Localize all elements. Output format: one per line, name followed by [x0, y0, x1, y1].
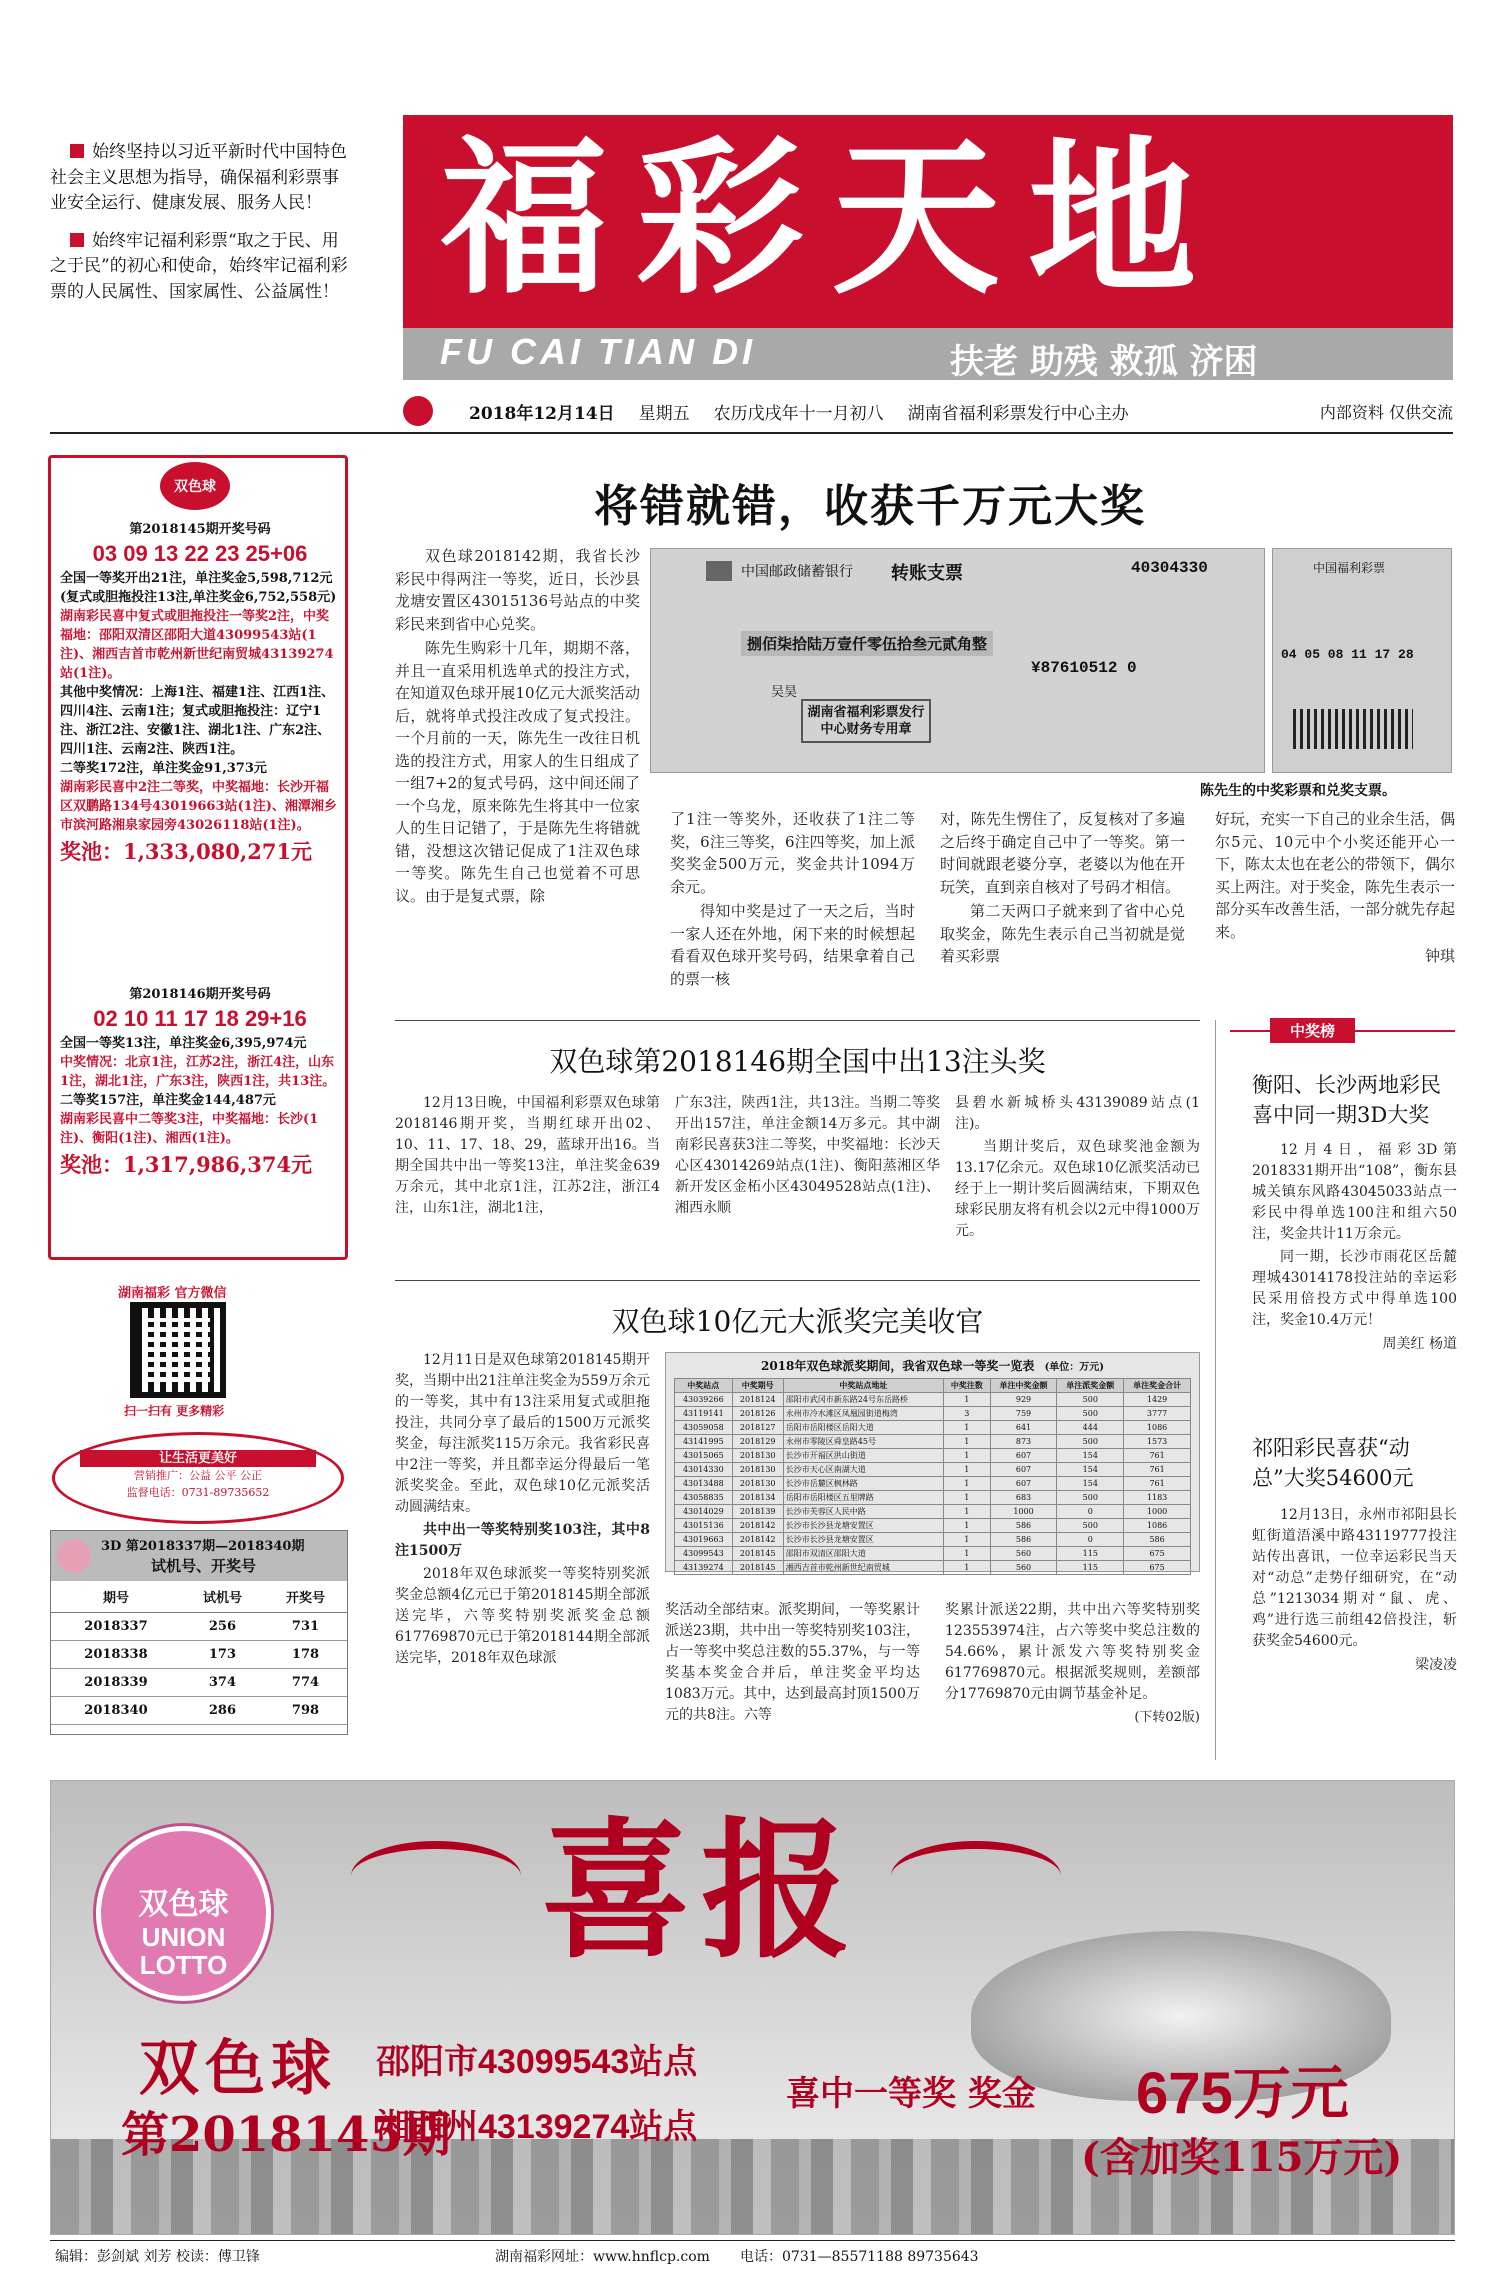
winners-cell: 43014029	[675, 1505, 733, 1519]
right-story-1: 12月4日，福彩3D第2018331期开出“108”，衡东县城关镇东风路43045033站点一彩民中得单选100注和组六50注，奖金共计11万余元。 同一期，长沙市雨花区岳麓理城43014178投注站的幸运彩民采用倍投方式中得单选100注，奖金10.4万元！ 周美红 杨道	[1252, 1140, 1457, 1355]
draw-146-info: 全国一等奖13注，单注奖金6,395,974元	[60, 1036, 307, 1051]
trial-cell: 731	[264, 1613, 347, 1641]
slogan-2: 始终牢记福利彩票“取之于民、用之于民”的初心和使命，始终牢记福利彩票的人民属性、国家属性、公益属性！	[50, 230, 348, 302]
winners-row	[675, 1449, 1191, 1463]
ad-station-1: 邵阳市43099543站点	[376, 2043, 698, 2081]
winners-row	[675, 1533, 1191, 1547]
slogan-1: 始终坚持以习近平新时代中国特色社会主义思想为指导，确保福利彩票事业安全运行、健康发展、服务人民！	[50, 142, 347, 213]
square-bullet-icon	[70, 144, 84, 158]
winners-cell: 154	[1057, 1449, 1124, 1463]
winners-cell: 长沙市岳麓区枫林路	[783, 1477, 943, 1491]
trial-header	[51, 1531, 347, 1581]
swirl-left-icon	[351, 1841, 521, 1911]
winners-cell: 2018124	[732, 1393, 783, 1407]
cheque-number: 40304330	[1131, 559, 1208, 577]
article1-col2: 了1注一等奖外，还收获了1注二等奖，6注三等奖，6注四等奖，加上派奖奖金500万元，奖金共计1094万余元。 得知中奖是过了一天之后，当时一家人还在外地，闲下来的时候想起看看双色球开奖号码，结果拿着自己的票一核	[670, 810, 915, 988]
winners-cell: 115	[1057, 1561, 1124, 1575]
article1-author: 钟琪	[1424, 947, 1455, 965]
winners-cell: 1086	[1124, 1421, 1191, 1435]
ssq-badge-icon: 双色球	[160, 462, 230, 510]
winners-cell: 1	[944, 1561, 991, 1575]
winners-cell: 586	[990, 1533, 1057, 1547]
winners-cell: 1000	[990, 1505, 1057, 1519]
winners-cell: 761	[1124, 1477, 1191, 1491]
draw-146	[60, 985, 340, 1182]
winners-col-header: 单注中奖金额	[990, 1379, 1057, 1393]
winners-cell: 759	[990, 1407, 1057, 1421]
winners-row	[675, 1561, 1191, 1575]
trial-cell: 374	[181, 1669, 264, 1697]
postal-bank-icon	[706, 561, 732, 581]
winners-col-header: 中奖站点地址	[783, 1379, 943, 1393]
right-story-1-author: 周美红 杨道	[1382, 1336, 1457, 1352]
masthead-pinyin: FU CAI TIAN DI	[440, 331, 756, 372]
winners-cell: 1000	[1124, 1505, 1191, 1519]
promo-line-1: 让生活更美好	[80, 1450, 316, 1467]
masthead-title: 福彩天地	[440, 119, 1224, 317]
right-story-1-title: 衡阳、长沙两地彩民喜中同一期3D大奖	[1252, 1073, 1441, 1127]
winners-cell: 929	[990, 1393, 1057, 1407]
winners-cell: 2018134	[732, 1491, 783, 1505]
winners-row	[675, 1505, 1191, 1519]
cheque-payee: 吴昊	[771, 685, 798, 700]
winners-row	[675, 1421, 1191, 1435]
draw-146-pool: 奖池：1,317,986,374元	[60, 1152, 313, 1177]
winners-cell: 641	[990, 1421, 1057, 1435]
continued-note: (下转02版)	[1134, 1710, 1200, 1725]
footer-rule	[50, 2240, 1455, 2241]
union-lotto-logo: 双色球 UNION LOTTO	[96, 1826, 271, 2001]
trial-cell: 798	[264, 1697, 347, 1725]
trial-number-box	[50, 1530, 348, 1735]
swirl-right-icon	[891, 1841, 1061, 1911]
bottom-ad	[50, 1780, 1455, 2235]
draw-145-pool: 奖池：1,333,080,271元	[60, 839, 313, 864]
winners-cell: 43015065	[675, 1449, 733, 1463]
article3-col1: 12月11日是双色球第2018145期开奖，当期中出21注单注奖金为559万余元的一等奖，其中有13注采用复式或胆拖投注，共同分享了最后的1500万元派奖奖金，每注派奖115万余元。我省彩民喜中2注一等奖，并且都幸运分得最后一笔派奖奖金。至此，双色球10亿元派奖活动圆满结束。 共中出一等奖特别奖103注，其中8注1500万 2018年双色球派奖一等奖特别奖派奖金总额4亿元已于第2018145期全部派送完毕，六等奖特别奖派奖金总额617769870元已于第2018144期全部派送完毕，2018年双色球派	[395, 1352, 650, 1666]
winners-row	[675, 1491, 1191, 1505]
square-bullet-icon	[70, 233, 84, 247]
ad-issue: 第2018145期	[121, 2107, 451, 2163]
ad-game: 双色球	[139, 2034, 337, 2104]
winners-cell: 岳阳市岳阳楼区五里牌路	[783, 1491, 943, 1505]
winners-cell: 2018139	[732, 1505, 783, 1519]
winners-cell: 607	[990, 1463, 1057, 1477]
winners-cell: 43141995	[675, 1435, 733, 1449]
trial-cell: 286	[181, 1697, 264, 1725]
winners-cell: 0	[1057, 1533, 1124, 1547]
winners-cell: 43059058	[675, 1421, 733, 1435]
winners-cell: 2018142	[732, 1519, 783, 1533]
article2-rule	[395, 1280, 1200, 1281]
trial-header-row	[51, 1581, 347, 1613]
draw-145-info: 全国一等奖开出21注，单注奖金5,598,712元(复式或胆拖投注13注,单注奖金6,752,558元)	[60, 571, 337, 605]
wechat-label: 湖南福彩 官方微信	[118, 1286, 227, 1301]
winners-cell: 2018129	[732, 1435, 783, 1449]
winners-cell: 607	[990, 1449, 1057, 1463]
xibao-title: 喜报	[541, 1803, 862, 1979]
winners-col-header: 中奖注数	[944, 1379, 991, 1393]
winners-cell: 长沙市长沙县龙塘安置区	[783, 1519, 943, 1533]
winners-cell: 683	[990, 1491, 1057, 1505]
winners-cell: 2018130	[732, 1449, 783, 1463]
winners-cell: 2018142	[732, 1533, 783, 1547]
winners-cell: 1	[944, 1533, 991, 1547]
ticket-brand: 中国福利彩票	[1313, 561, 1386, 575]
trial-cell: 2018340	[51, 1697, 181, 1725]
trial-col-header: 期号	[51, 1581, 181, 1613]
winners-cell: 675	[1124, 1561, 1191, 1575]
winners-cell: 115	[1057, 1547, 1124, 1561]
draw-145-title: 第2018145期开奖号码	[129, 522, 271, 537]
winners-cell: 长沙市天心区南湖大道	[783, 1463, 943, 1477]
qr-code-icon[interactable]	[130, 1302, 226, 1398]
article1-col1: 双色球2018142期，我省长沙彩民中得两注一等奖，近日，长沙县龙塘安置区43015136号站点的中奖彩民来到省中心兑奖。 陈先生购彩十几年，期期不落，并且一直采用机选单式的投注方式，在知道双色球开展10亿元大派奖活动后，就将单式投注改成了复式投注。一个月前的一天，陈先生一改往日机选的投注方式，用家人的生日组成了一组7+2的复式号码，这中间还闹了一个乌龙，原来陈先生将其中一位家人的生日记错了，于是陈先生将错就错，没想这次错记促成了1注双色球一等奖。陈先生自己也觉着不可思议。由于是复式票，除	[395, 547, 640, 905]
cheque-image	[650, 548, 1265, 773]
masthead-motto: 扶老 助残 救孤 济困	[950, 342, 1258, 382]
article1-col4: 好玩，充实一下自己的业余生活，偶尔5元、10元中个小奖还能开心一下，陈太太也在老公的带领下，偶尔买上两注。对于奖金，陈先生表示一部分买车改善生活，一部分就先存起来。 钟琪	[1215, 808, 1455, 968]
winners-cell: 1183	[1124, 1491, 1191, 1505]
draw-146-second-hn: 湖南彩民喜中二等奖3注，中奖福地：长沙(1注)、衡阳(1注)、湘西(1注)。	[60, 1112, 319, 1146]
cheque-type: 转账支票	[891, 563, 963, 584]
winners-cell: 560	[990, 1547, 1057, 1561]
right-story-2: 12月13日，永州市祁阳县长虹街道浯溪中路43119777投注站传出喜讯，一位幸运彩民当天对“动总”走势仔细研究，在“动总”1213034期对“鼠、虎、鸡”进行选三前组42倍投注，斩获奖金54600元。 梁凌凌	[1252, 1505, 1457, 1676]
draw-146-title: 第2018146期开奖号码	[129, 987, 271, 1002]
trial-head-1: 3D 第2018337期—2018340期	[101, 1539, 305, 1554]
lottery-ticket-image	[1272, 548, 1452, 773]
winners-cell: 1	[944, 1463, 991, 1477]
winners-cell: 500	[1057, 1407, 1124, 1421]
winners-row	[675, 1435, 1191, 1449]
winners-cell: 43014330	[675, 1463, 733, 1477]
winners-cell: 1	[944, 1519, 991, 1533]
photo-caption: 陈先生的中奖彩票和兑奖支票。	[1200, 783, 1396, 799]
winners-row	[675, 1393, 1191, 1407]
winners-cell: 444	[1057, 1421, 1124, 1435]
cheque-amount-words: 捌佰柒拾陆万壹仟零伍拾叁元贰角整	[741, 631, 993, 656]
lunar-date: 农历戊戌年十一月初八	[713, 403, 884, 424]
footer-phone: 电话：0731—85571188 89735643	[740, 2249, 979, 2265]
winners-cell: 1	[944, 1547, 991, 1561]
draw-145	[60, 520, 340, 869]
draw-146-other: 中奖情况：北京1注，江苏2注，浙江4注，山东1注，湖北1注，广东3注，陕西1注，共13注。	[60, 1055, 336, 1089]
publisher: 湖南省福利彩票发行中心主办	[907, 403, 1129, 424]
trial-row	[51, 1613, 347, 1641]
trial-cell: 2018338	[51, 1641, 181, 1669]
winners-row	[675, 1519, 1191, 1533]
winners-cell: 500	[1057, 1435, 1124, 1449]
winners-table-title: 2018年双色球派奖期间，我省双色球一等奖一览表 (单位：万元)	[760, 1359, 1105, 1373]
pig-mascot-icon	[57, 1539, 91, 1573]
ticket-numbers: 04 05 08 11 17 28	[1281, 647, 1414, 662]
trial-col-header: 试机号	[181, 1581, 264, 1613]
slogan-block	[50, 140, 350, 305]
article3-col3: 奖累计派送22期，共中出六等奖特别奖123553974注，占六等奖中奖总注数的54.66%，累计派发六等奖特别奖金617769870元。根据派奖规则，差额部分17769870元由调节基金补足。 (下转02版)	[945, 1600, 1200, 1729]
winners-cell: 永州市零陵区舜皇路45号	[783, 1435, 943, 1449]
winners-cell: 761	[1124, 1463, 1191, 1477]
date-bar	[403, 393, 1453, 429]
section-label-text: 中奖榜	[1270, 1018, 1355, 1043]
winners-cell: 长沙市芙蓉区人民中路	[783, 1505, 943, 1519]
winners-cell: 761	[1124, 1449, 1191, 1463]
headline-main: 将错就错，收获千万元大奖	[594, 481, 1146, 532]
promo-line-3: 监督电话：0731-89735652	[126, 1486, 270, 1499]
winners-table	[674, 1378, 1191, 1575]
draw-145-hunan: 湖南彩民喜中复式或胆拖投注一等奖2注，中奖福地：邵阳双清区邵阳大道43099543站(1注)、湘西吉首市乾州新世纪南贸城43139274站(1注)。	[60, 609, 334, 681]
winners-header-row	[675, 1379, 1191, 1393]
ad-amount: 675万元	[1136, 2061, 1349, 2126]
winners-cell: 长沙市开福区洪山街道	[783, 1449, 943, 1463]
winners-cell: 岳阳市岳阳楼区岳阳大道	[783, 1421, 943, 1435]
winners-col-header: 中奖站点	[675, 1379, 733, 1393]
masthead-rule	[50, 432, 1453, 434]
winners-col-header: 中奖期号	[732, 1379, 783, 1393]
article3-col2: 奖活动全部结束。派奖期间，一等奖累计派送23期，共中出一等奖特别奖103注，占一等奖中奖总注数的55.37%，与一等奖基本奖金合并后，单注奖金平均达1083万元。其中，达到最高封顶1500万元的共8注。六等	[665, 1602, 920, 1723]
ad-station-2: 湘西州43139274站点	[376, 2108, 698, 2146]
ad-bonus: (含加奖115万元)	[1081, 2134, 1403, 2181]
winners-col-header: 单注派奖金额	[1057, 1379, 1124, 1393]
winners-cell: 607	[990, 1477, 1057, 1491]
cheque-stamp: 湖南省福利彩票发行中心财务专用章	[801, 699, 931, 743]
winners-cell: 586	[1124, 1533, 1191, 1547]
cheque-bank: 中国邮政储蓄银行	[741, 564, 853, 580]
winners-cell: 500	[1057, 1519, 1124, 1533]
winners-cell: 1	[944, 1505, 991, 1519]
promo-line-2: 营销推广：公益 公平 公正	[134, 1469, 262, 1482]
winners-cell: 1573	[1124, 1435, 1191, 1449]
winners-cell: 1086	[1124, 1519, 1191, 1533]
trial-cell: 178	[264, 1641, 347, 1669]
issue-date: 2018年12月14日	[469, 403, 615, 424]
winners-cell: 2018126	[732, 1407, 783, 1421]
winners-cell: 1429	[1124, 1393, 1191, 1407]
article2-col2: 广东3注，陕西1注，共13注。当期二等奖开出157注，单注金额14万多元。其中湖南彩民喜获3注二等奖，中奖福地：长沙天心区43014269站点(1注)、衡阳蒸湘区华新开发区金柘小区43049528站点(1注)、湘西永顺	[675, 1095, 940, 1216]
trial-cell: 2018339	[51, 1669, 181, 1697]
headline-3: 双色球10亿元大派奖完美收官	[611, 1305, 984, 1338]
winners-cell: 675	[1124, 1547, 1191, 1561]
draw-145-second: 二等奖172注，单注奖金91,373元	[60, 761, 267, 776]
trial-head-2: 试机号、开奖号	[151, 1557, 257, 1575]
trial-col-header: 开奖号	[264, 1581, 347, 1613]
winners-cell: 43099543	[675, 1547, 733, 1561]
headline-2: 双色球第2018146期全国中出13注头奖	[549, 1045, 1046, 1078]
trial-cell: 2018337	[51, 1613, 181, 1641]
section-label	[1230, 1018, 1455, 1044]
cheque-amount: ¥87610512 0	[1031, 659, 1137, 677]
winners-cell: 2018127	[732, 1421, 783, 1435]
draw-145-numbers: 03 09 13 22 23 25+06	[92, 541, 308, 566]
right-story-2-title: 祁阳彩民喜获“动总”大奖54600元	[1252, 1436, 1414, 1490]
winners-row	[675, 1463, 1191, 1477]
winners-cell: 43019663	[675, 1533, 733, 1547]
draw-146-numbers: 02 10 11 17 18 29+16	[93, 1006, 307, 1031]
winners-cell: 2018130	[732, 1463, 783, 1477]
winners-cell: 500	[1057, 1393, 1124, 1407]
draw-145-other: 其他中奖情况：上海1注、福建1注、江西1注、四川4注、云南1注；复式或胆拖投注：辽宁1注、浙江2注、安徽1注、湖北1注、广东2注、四川1注、云南2注、陕西1注。	[60, 685, 335, 757]
trial-cell: 774	[264, 1669, 347, 1697]
winners-cell: 154	[1057, 1477, 1124, 1491]
winners-col-header: 单注奖金合计	[1124, 1379, 1191, 1393]
winners-cell: 500	[1057, 1491, 1124, 1505]
winners-cell: 2018145	[732, 1561, 783, 1575]
article1-rule	[395, 1020, 1200, 1021]
winners-cell: 154	[1057, 1463, 1124, 1477]
winners-cell: 43119141	[675, 1407, 733, 1421]
winners-cell: 邵阳市武冈市新东路24号东岳路桥	[783, 1393, 943, 1407]
trial-row	[51, 1697, 347, 1725]
trial-cell: 173	[181, 1641, 264, 1669]
winners-cell: 3	[944, 1407, 991, 1421]
fucai-logo-icon	[403, 396, 433, 426]
winners-cell: 2018130	[732, 1477, 783, 1491]
trial-row	[51, 1669, 347, 1697]
right-column-rule	[1215, 1020, 1216, 1760]
weekday: 星期五	[638, 403, 690, 424]
footer-website: 湖南福彩网址：www.hnflcp.com	[495, 2249, 710, 2265]
article2-col3: 县碧水新城桥头43139089站点(1注)。 当期计奖后，双色球奖池金额为13.17亿余元。双色球10亿派奖活动已经于上一期计奖后圆满结束，下期双色球彩民朋友将有机会以2元中得1000万元。	[955, 1095, 1200, 1239]
article3-subhead: 共中出一等奖特别奖103注，其中8注1500万	[395, 1522, 650, 1559]
article1-col3: 对，陈先生愣住了，反复核对了多遍之后终于确定自己中了一等奖。第一时间就跟老婆分享，老婆以为他在开玩笑，直到亲自核对了号码才相信。 第二天两口子就来到了省中心兑取奖金，陈先生表示自己当初就是觉着买彩票	[940, 810, 1185, 965]
winners-cell: 1	[944, 1421, 991, 1435]
winners-cell: 1	[944, 1435, 991, 1449]
winners-cell: 长沙市长沙县龙塘安置区	[783, 1533, 943, 1547]
winners-cell: 1	[944, 1477, 991, 1491]
winners-cell: 43139274	[675, 1561, 733, 1575]
winners-cell: 1	[944, 1491, 991, 1505]
internal-note: 内部资料 仅供交流	[1319, 402, 1453, 422]
winners-cell: 0	[1057, 1505, 1124, 1519]
winners-cell: 邵阳市双清区邵阳大道	[783, 1547, 943, 1561]
winners-row	[675, 1477, 1191, 1491]
winners-cell: 586	[990, 1519, 1057, 1533]
winners-cell: 43058835	[675, 1491, 733, 1505]
article2-col1: 12月13日晚，中国福利彩票双色球第2018146期开奖，当期红球开出02、10、11、17、18、29，蓝球开出16。当期全国共中出一等奖13注，单注奖金639万余元，其中北京1注，江苏2注，浙江4注，山东1注，湖北1注，	[395, 1095, 660, 1216]
winners-cell: 43015136	[675, 1519, 733, 1533]
winners-cell: 1	[944, 1449, 991, 1463]
winners-cell: 43013488	[675, 1477, 733, 1491]
winners-cell: 永州市冷水滩区凤凰园街道梅湾	[783, 1407, 943, 1421]
winners-cell: 560	[990, 1561, 1057, 1575]
winners-cell: 873	[990, 1435, 1057, 1449]
footer-editors: 编辑：彭剑斌 刘芳 校读：傅卫锋	[55, 2249, 260, 2265]
trial-table	[51, 1581, 347, 1725]
right-story-2-author: 梁凌凌	[1415, 1657, 1457, 1673]
winners-cell: 2018145	[732, 1547, 783, 1561]
winners-row	[675, 1547, 1191, 1561]
winners-cell: 1	[944, 1393, 991, 1407]
trial-row	[51, 1641, 347, 1669]
winners-cell: 湘西吉首市乾州新世纪南贸城	[783, 1561, 943, 1575]
winners-table-box	[665, 1352, 1200, 1572]
draw-146-second: 二等奖157注，单注奖金144,487元	[60, 1093, 276, 1108]
winners-row	[675, 1407, 1191, 1421]
draw-145-second-hn: 湖南彩民喜中2注二等奖，中奖福地：长沙开福区双鹏路134号43019663站(1注)、湘潭湘乡市滨河路湘泉家园旁43026118站(1注)。	[60, 780, 337, 833]
ad-prize: 喜中一等奖 奖金	[786, 2074, 1036, 2114]
winners-cell: 3777	[1124, 1407, 1191, 1421]
scan-label: 扫一扫有 更多精彩	[124, 1404, 225, 1418]
ticket-barcode	[1293, 709, 1413, 749]
winners-cell: 43039266	[675, 1393, 733, 1407]
trial-cell: 256	[181, 1613, 264, 1641]
promo-inner	[80, 1450, 316, 1508]
